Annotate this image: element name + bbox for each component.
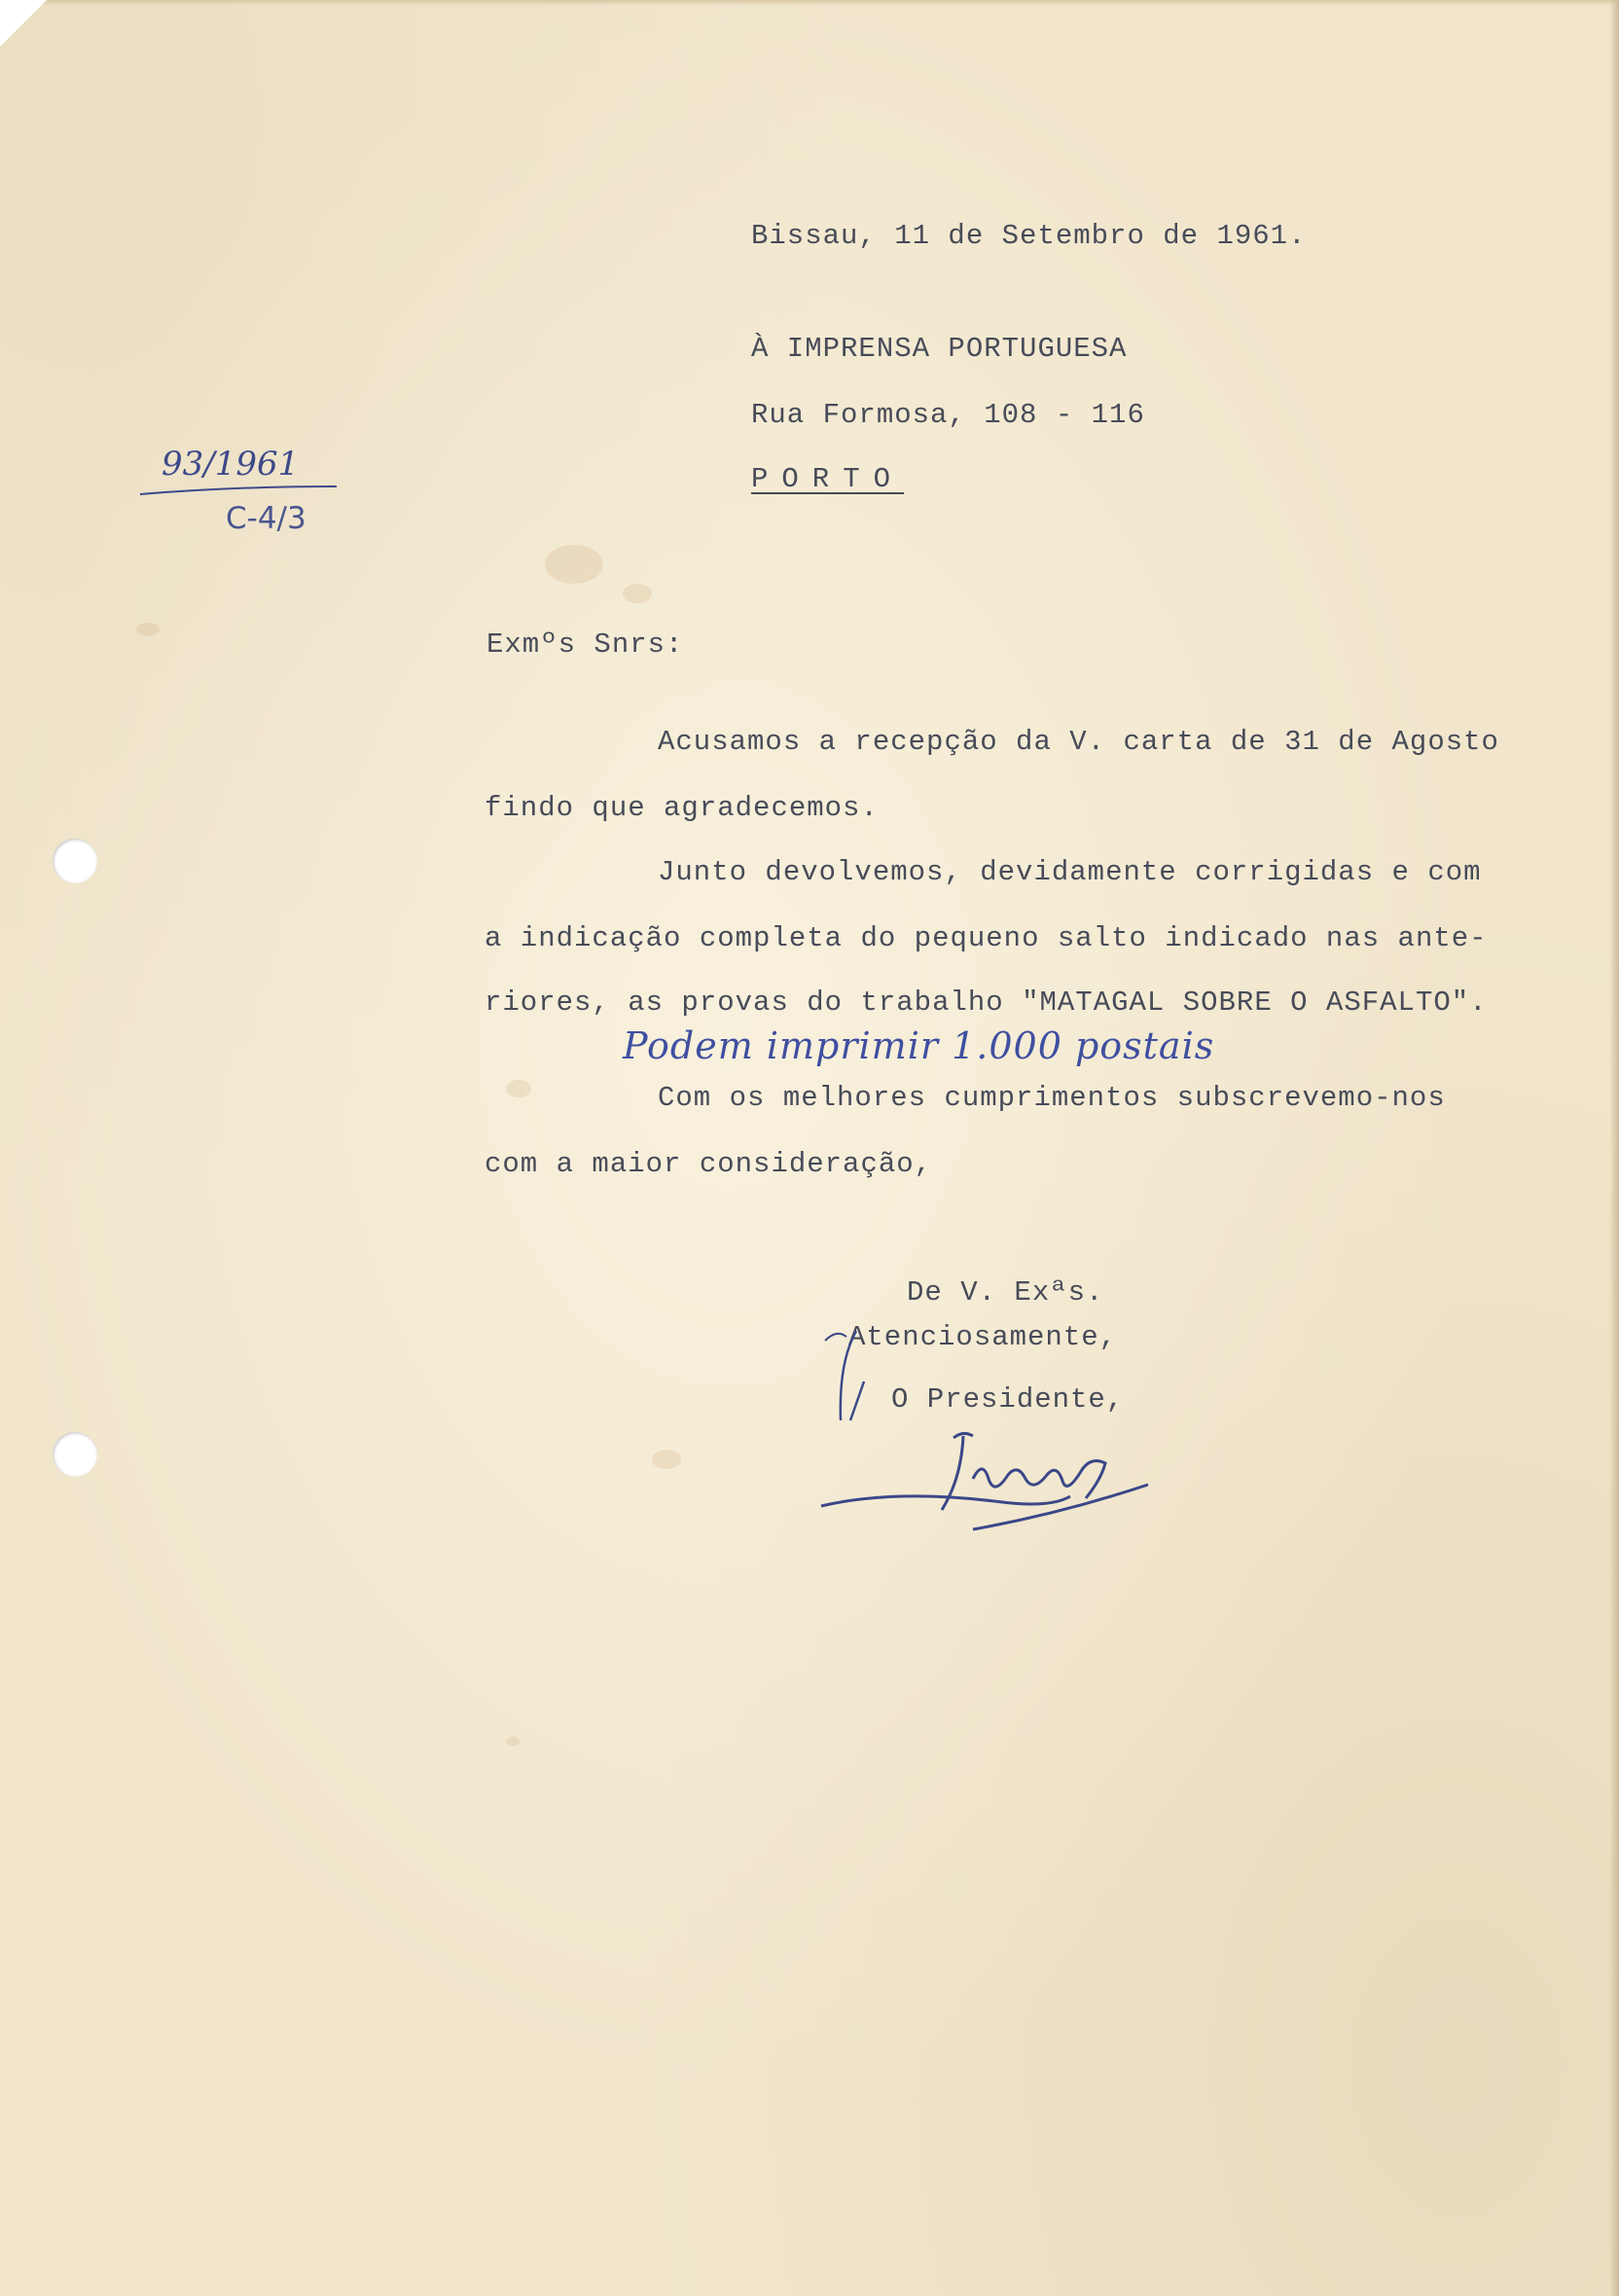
signature-line-3: O Presidente,	[891, 1383, 1125, 1416]
reference-number: 93/1961	[162, 445, 300, 484]
paper-right-edge	[1609, 0, 1619, 2296]
folded-corner	[0, 0, 47, 47]
paper-stain	[623, 584, 652, 603]
signature-line-2: Atenciosamente,	[848, 1321, 1118, 1353]
body-line-3: Junto devolvemos, devidamente corrigidas e com	[658, 856, 1482, 888]
handwritten-print-note: Podem imprimir 1.000 postais	[623, 1024, 1215, 1067]
president-signature	[817, 1420, 1168, 1537]
paper-stain	[545, 545, 603, 584]
recipient-street: Rua Formosa, 108 - 116	[751, 399, 1145, 431]
punch-hole-bottom	[53, 1432, 97, 1477]
paper-stain	[652, 1450, 681, 1469]
closing-line-1: Com os melhores cumprimentos subscrevemo-nos	[658, 1082, 1446, 1114]
salutation: Exmºs Snrs:	[486, 628, 684, 661]
paper-stain	[506, 1737, 520, 1746]
pp-handwritten-mark	[817, 1323, 895, 1430]
closing-line-2: com a maior consideração,	[485, 1148, 933, 1180]
paper-stain	[136, 623, 160, 636]
recipient-city: PORTO	[751, 463, 905, 495]
body-line-4: a indicação completa do pequeno salto indicado nas ante-	[485, 922, 1488, 954]
paper-stain	[506, 1080, 531, 1097]
signature-line-1: De V. Exªs.	[907, 1276, 1104, 1309]
paper-top-edge	[0, 0, 1619, 6]
body-line-1: Acusamos a recepção da V. carta de 31 de Agosto	[658, 726, 1499, 758]
date-line: Bissau, 11 de Setembro de 1961.	[751, 220, 1307, 252]
body-line-5: riores, as provas do trabalho "MATAGAL SOBRE O ASFALTO".	[485, 987, 1488, 1019]
body-line-2: findo que agradecemos.	[485, 792, 879, 824]
punch-hole-top	[53, 839, 97, 883]
reference-code: C-4/3	[226, 501, 306, 536]
reference-underline	[136, 481, 341, 500]
recipient-name: À IMPRENSA PORTUGUESA	[751, 333, 1128, 365]
